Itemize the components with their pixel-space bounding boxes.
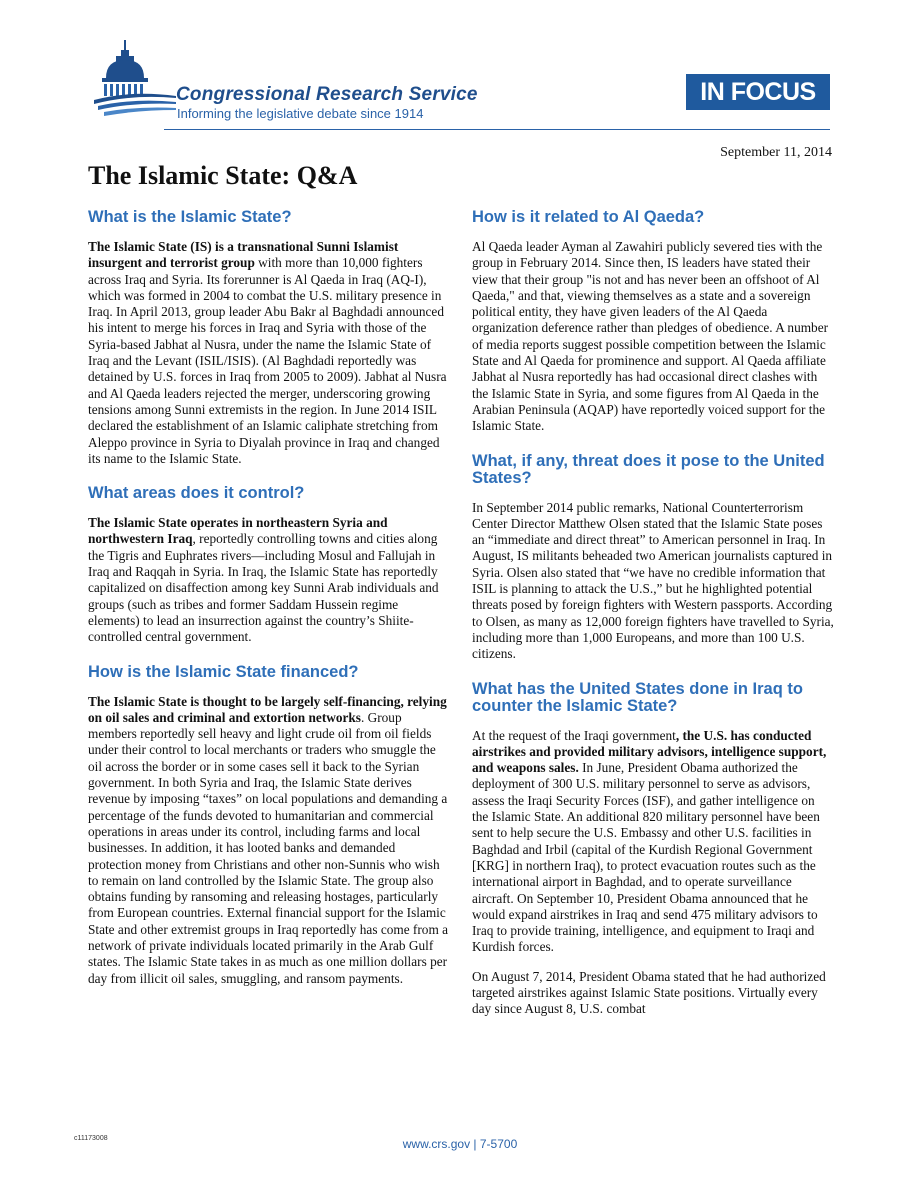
text-run: with more than 10,000 fighters across Iraq and Syria. Its forerunner is Al Qaeda in Iraq (AQ-I), which was formed in 2004 to combat the U.S. military presence in Iraq. In April 2013, group leader Abu Bakr al Baghdadi announced his intent to merge his forces in Iraq and Syria with those of the Syria-based Jabhat al Nusra, under the name the Islamic State of Iraq and the Levant (ISIL/ISIS). (Al Baghdadi reportedly was detained by U.S. forces in Iraq from 2005 to 2009). Jabhat al Nusra and Al Qaeda leaders rejected the merger, underscoring growing tensions among Sunni extremists in the region. In June 2014 ISIL declared the establishment of an Islamic caliphate stretching from Aleppo province in Syria to Diyalah province in Iraq and changed its name to the Islamic State. bbox=[88, 255, 447, 466]
section-heading: What areas does it control? bbox=[88, 484, 305, 503]
body-paragraph bbox=[472, 728, 834, 956]
text-run: On August 7, 2014, President Obama stated that he had authorized targeted airstrikes against Islamic State positions. Virtually every day since August 8, U.S. combat bbox=[472, 968, 826, 1017]
text-run: In September 2014 public remarks, National Counterterrorism Center Director Matthew Olsen stated that the Islamic State poses an “immediate and direct threat” to American personnel in Iraq. In August, IS militants beheaded two American journalists captured in Syria. Olsen also stated that “we have no credible information that ISIL is planning to attack the U.S.,” but he highlighted potential threats posed by foreign fighters with Western passports. According to Olsen, as many as 12,000 foreign fighters have travelled to Syria, including more than 1,000 Europeans, and more than 100 U.S. citizens. bbox=[472, 499, 834, 662]
body-paragraph bbox=[88, 694, 450, 987]
document-id: c11173008 bbox=[74, 1135, 108, 1142]
section-heading: How is it related to Al Qaeda? bbox=[472, 208, 705, 226]
org-tagline: Informing the legislative debate since 1914 bbox=[177, 106, 424, 121]
body-paragraph bbox=[88, 515, 450, 645]
footer-link[interactable]: www.crs.gov | 7-5700 bbox=[402, 1137, 518, 1151]
page-header bbox=[0, 0, 920, 160]
qa-section bbox=[472, 447, 834, 663]
text-run: At the request of the Iraqi government bbox=[472, 727, 676, 743]
capitol-dome-logo-icon bbox=[92, 38, 178, 122]
qa-section bbox=[88, 658, 450, 987]
body-paragraph bbox=[472, 500, 834, 663]
header-rule bbox=[164, 129, 830, 130]
text-run: . Group members reportedly sell heavy and light crude oil from oil fields under their control to local merchants or traders who smuggle the oil across the border or in some cases sell it back to the Syrian government. In both Syria and Iraq, the Islamic State derives revenue by imposing “taxes” on local populations and demanding a percentage of the funds devoted to humanitarian and commercial operations in areas under its control, including farms and local businesses. In addition, it has looted banks and demanded protection money from Christians and other non-Sunnis who wish to remain on land controlled by the Islamic State. The group also obtains funding by ransoming and releasing hostages, particularly from European countries. External financial support for the Islamic State and other extremist groups in Iraq reportedly has come from a network of private individuals located primarily in the Arab Gulf states. The Islamic State takes in as much as one million dollars per day from illicit oil sales, smuggling, and ransom payments. bbox=[88, 709, 449, 986]
qa-section bbox=[472, 675, 834, 1018]
bold-text-run: , the U.S. has conducted airstrikes and provided military advisors, intelligence support, and weapons sales. bbox=[472, 727, 827, 776]
in-focus-badge: IN FOCUS bbox=[686, 74, 830, 110]
qa-section bbox=[88, 203, 450, 467]
section-heading: What, if any, threat does it pose to the United States? bbox=[472, 451, 825, 487]
body-paragraph bbox=[472, 239, 834, 435]
qa-section bbox=[88, 479, 450, 645]
qa-section bbox=[472, 203, 834, 435]
bold-text-run: The Islamic State is thought to be largely self-financing, relying on oil sales and criminal and extortion networks bbox=[88, 693, 447, 725]
bold-text-run: The Islamic State operates in northeastern Syria and northwestern Iraq bbox=[88, 515, 388, 547]
right-column bbox=[472, 203, 834, 1030]
section-heading: How is the Islamic State financed? bbox=[88, 662, 359, 681]
text-run: In June, President Obama authorized the deployment of 300 U.S. military personnel to serve as advisors, assess the Iraqi Security Forces (ISF), and gather intelligence on the Islamic State. An additional 820 military personnel have been sent to help secure the U.S. Embassy and other U.S. facilities in Baghdad and Irbil (capital of the Kurdish Regional Government [KRG] in northern Iraq), to protect evacuation routes such as the international airport in Baghdad, and to operate surveillance aircraft. On September 10, President Obama announced that he would expand airstrikes in Iraq and send 475 military advisors to Iraq to provide training, intelligence, and equipment to Iraqi and Kurdish forces. bbox=[472, 760, 820, 955]
document-title: The Islamic State: Q&A bbox=[88, 161, 358, 190]
publication-date: September 11, 2014 bbox=[720, 145, 832, 160]
body-paragraph bbox=[472, 969, 834, 1018]
left-column bbox=[88, 203, 450, 999]
text-run: Al Qaeda leader Ayman al Zawahiri publicly severed ties with the group in February 2014. Since then, IS leaders have stated their view that their group "is not and has never been an offshoot of Al Qaeda," and that, viewing themselves as a state and a sovereign political entity, they have given leaders of the Al Qaeda organization deference rather than pledges of obedience. A number of media reports suggest possible competition between the Islamic State and Al Qaeda for prominence and support. Al Qaeda affiliate Jabhat al Nusra reportedly has had occasional direct clashes with the Islamic State in Syria, and some figures from Al Qaeda in the Arabian Peninsula (AQAP) have reportedly voiced support for the Islamic State. bbox=[472, 239, 829, 434]
text-run: , reportedly controlling towns and cities along the Tigris and Euphrates rivers—including Mosul and Fallujah in Iraq and Raqqah in Syria. In Iraq, the Islamic State has reportedly capitalized on disaffection among key Sunni Arab individuals and groups (such as tribes and former Saddam Hussein regime elements) to lead an insurrection against the country’s Shiite-controlled central government. bbox=[88, 531, 439, 645]
body-paragraph bbox=[88, 239, 450, 467]
bold-text-run: The Islamic State (IS) is a transnational Sunni Islamist insurgent and terrorist group bbox=[88, 239, 399, 271]
org-name: Congressional Research Service bbox=[176, 84, 478, 105]
section-heading: What is the Islamic State? bbox=[88, 208, 292, 226]
section-heading: What has the United States done in Iraq to counter the Islamic State? bbox=[472, 679, 803, 715]
